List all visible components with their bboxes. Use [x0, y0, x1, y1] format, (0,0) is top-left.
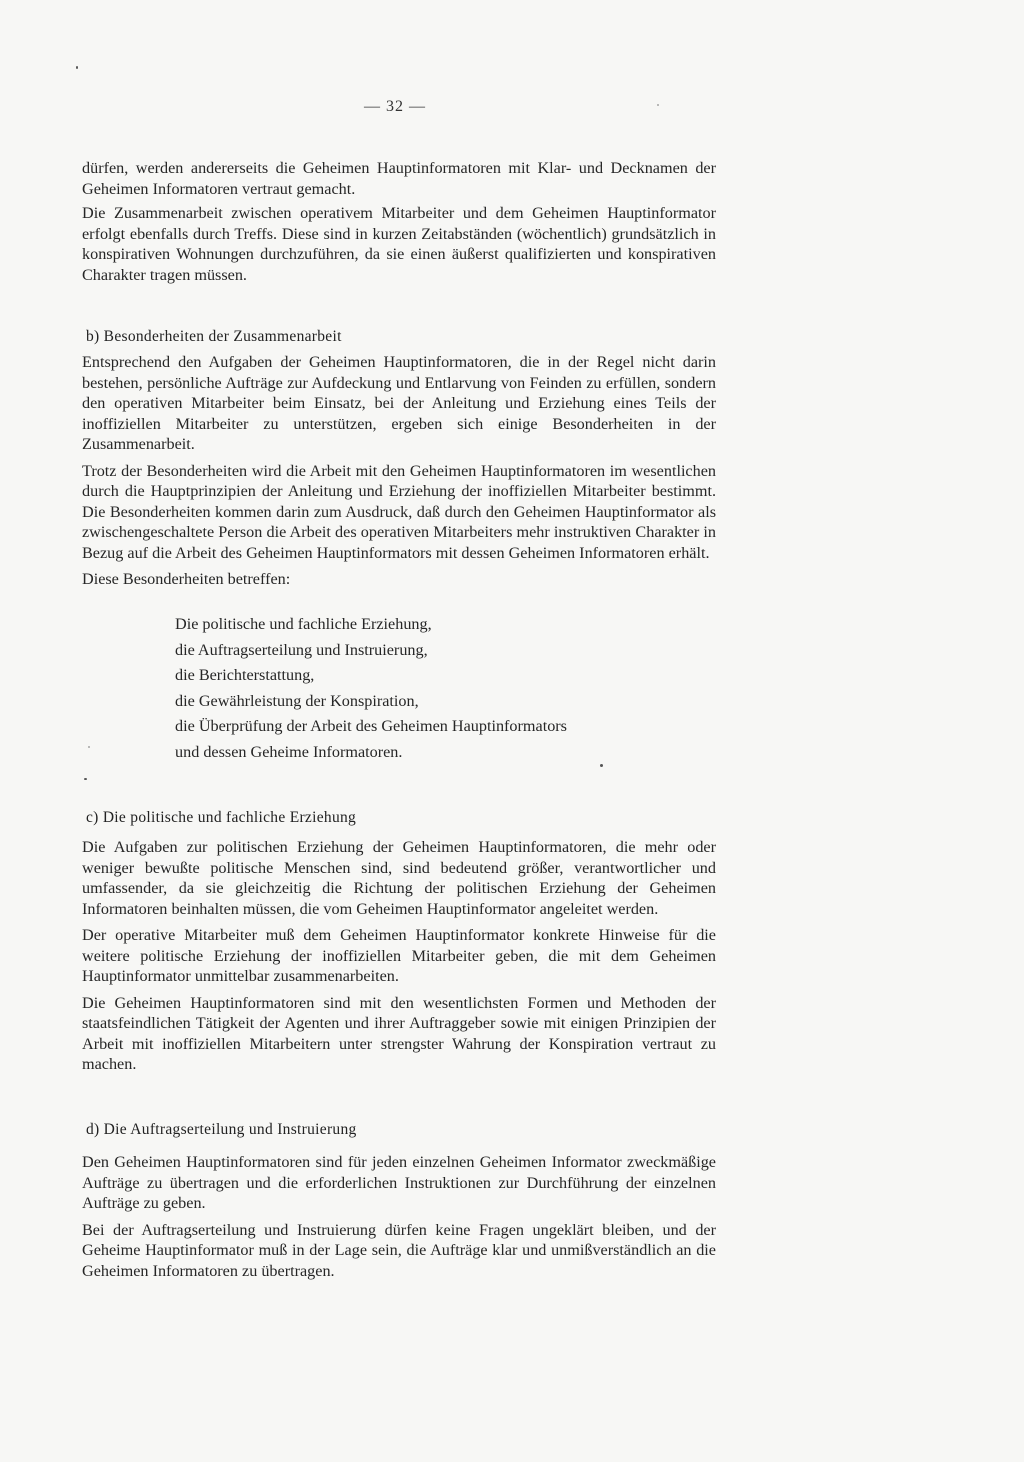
list-item: Die politische und fachliche Erziehung,: [175, 615, 432, 633]
paragraph: Entsprechend den Aufgaben der Geheimen Hauptinformatoren, die in der Regel nicht darin bestehen, persönliche Aufträge zur Aufdeckung und Entlarvung von Feinden zu erfüllen, sondern den operativen Mitarbeiter beim Einsatz, bei der Anleitung und Erziehung eines Teils der inoffiziellen Mitarbeiter zu unterstützen, ergeben sich einige Besonderheiten in der Zusammenarbeit.: [82, 353, 716, 453]
scan-speck: [657, 104, 659, 106]
paragraph: Die Aufgaben zur politischen Erziehung der Geheimen Hauptinformatoren, die mehr oder weniger bewußte politische Menschen sind, sind bedeutend größer, verantwortlicher und umfassender, da sie gleichzeitig die Richtung der politischen Erziehung der Geheimen Informatoren beinhalten müssen, die vom Geheimen Hauptinformator angeleitet werden.: [82, 838, 716, 918]
paragraph: Diese Besonderheiten betreffen:: [82, 570, 291, 588]
section-heading-d: d) Die Auftragserteilung und Instruierung: [86, 1121, 357, 1138]
list-item: die Gewährleistung der Konspiration,: [175, 691, 419, 710]
scan-speck: [76, 66, 78, 69]
topics-list: [175, 612, 567, 765]
scan-speck: [84, 778, 87, 780]
paragraph: Trotz der Besonderheiten wird die Arbeit mit den Geheimen Hauptinformatoren im wesentlichen durch die Hauptprinzipien der Anleitung und Erziehung der inoffiziellen Mitarbeiter bestimmt. Die Besonderheiten kommen darin zum Ausdruck, daß durch den Geheimen Hauptinformator als zwischengeschaltete Person die Arbeit des operativen Mitarbeiters mehr instruktiven Charakter in Bezug auf die Arbeit des Geheimen Hauptinformators mit dessen Geheimen Informatoren erhält.: [82, 461, 716, 562]
paragraph: Die Geheimen Hauptinformatoren sind mit den wesentlichsten Formen und Methoden der staatsfeindlichen Tätigkeit der Agenten und ihrer Auftraggeber sowie mit einigen Prinzipien der Arbeit mit inoffiziellen Mitarbeitern unter strengster Wahrung der Konspiration vertraut zu machen.: [82, 993, 716, 1073]
scan-speck: [600, 764, 603, 767]
section-heading-c: c) Die politische und fachliche Erziehung: [86, 809, 357, 826]
paragraph: Der operative Mitarbeiter muß dem Geheimen Hauptinformator konkrete Hinweise für die weitere politische Erziehung der inoffiziellen Mitarbeiter geben, die mit dem Geheimen Hauptinformator unmittelbar zusammenarbeiten.: [82, 926, 716, 985]
list-item: die Überprüfung der Arbeit des Geheimen Hauptinformators: [175, 717, 567, 735]
intro-block: [82, 158, 716, 285]
list-item: und dessen Geheime Informatoren.: [175, 742, 403, 761]
list-item: die Auftragserteilung und Instruierung,: [175, 640, 428, 659]
page-number: — 32 —: [364, 98, 426, 115]
scan-speck: [88, 746, 90, 748]
paragraph: Bei der Auftragserteilung und Instruierung dürfen keine Fragen ungeklärt bleiben, und der Geheime Hauptinformator muß in der Lage sein, die Aufträge klar und unmißverständlich an die Geheimen Informatoren zu übertragen.: [82, 1220, 716, 1280]
section-d-body: [82, 1152, 716, 1281]
paragraph: Die Zusammenarbeit zwischen operativem Mitarbeiter und dem Geheimen Hauptinformator erfolgt ebenfalls durch Treffs. Diese sind in kurzen Zeitabständen (wöchentlich) grundsätzlich in konspirativen Wohnungen durchzuführen, da sie einen äußerst qualifizierten und konspirativen Charakter tragen müssen.: [82, 204, 716, 284]
list-item: die Berichterstattung,: [175, 666, 315, 684]
section-b-body: [82, 352, 716, 590]
paragraph: dürfen, werden andererseits die Geheimen Hauptinformatoren mit Klar- und Decknamen der Geheimen Informatoren vertraut gemacht.: [82, 159, 716, 198]
paragraph: Den Geheimen Hauptinformatoren sind für jeden einzelnen Geheimen Informator zweckmäßige Aufträge zu übertragen und die erforderlichen Instruktionen zur Durchführung der einzelnen Aufträge zu geben.: [82, 1153, 716, 1212]
section-c-body: [82, 837, 716, 1075]
section-heading-b: b) Besonderheiten der Zusammenarbeit: [86, 328, 342, 345]
